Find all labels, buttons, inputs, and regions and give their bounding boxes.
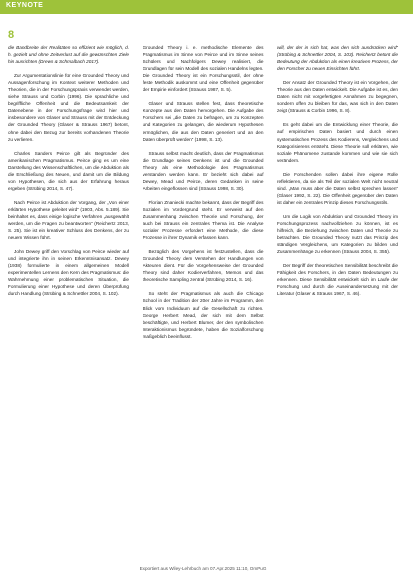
section-header-bar <box>0 0 413 14</box>
paragraph: Strauss selbst macht deutlich, dass der Pragmatismus die Grundlage seines Denkens ist und die Grounded Theory als eine Methodologie des Pragmatismus verstanden werden kann. Er bezieht sich dabei auf Dewey, Mead und Peirce, deren Gedanken in seine Arbeiten eingeflossen sind (Strauss 1998, S. 30). <box>142 150 264 191</box>
paragraph: Florian Znaniecki machte bekannt, dass der Begriff des Sozialen im Vordergrund steht. Er verweist auf den Zusammenhang zwischen Theorie und Forschung, der auch bei Strauss ein zentrales Thema ist. Die Analyse sozialer Prozesse erfordert eine Methode, die diese Prozesse in ihrer Dynamik erfassen kann. <box>142 199 264 241</box>
paragraph: Charles Sanders Peirce gilt als Begründer des amerikanischen Pragmatismus. Peirce ging es um eine Darstellung des Wissenschaftlichen, um die Abduktion als die Erschließung des Neuen, und damit um die Bildung von Hypothesen, die sich aus der Erfahrung heraus ergeben (Strübing 2014, S. 47). <box>8 150 129 191</box>
paragraph: Die Forschenden sollen dabei ihre eigene Rolle reflektieren, da sie als Teil der sozialen Welt nicht neutral sind. „Man muss aber die Daten selbst sprechen lassen“ (Glaser 1992, S. 22). Die Offenheit gegenüber den Daten ist daher ein zentrales Prinzip dieses Forschungsstils. <box>277 171 398 205</box>
paragraph: Zur Argumentationslinie für eine Grounded Theory und Aussagenforschung im Kontext weiterer Methoden und Theorien, die in der Forschungspraxis verwendet werden, siehe Strauss und Corbin (1996). Die sprachliche und begriffliche Offenheit und die Bedeutsamkeit der Datenebene in der Forschungsfrage wird hier und insbesondere von Glaser und Strauss mit der Entdeckung der Grounded Theory (Glaser & Strauss 1967) betont, ohne dabei den Bezug zur bereits vorhandenen Theorie zu verlieren. <box>8 73 129 142</box>
column-1 <box>8 44 129 564</box>
column-2 <box>143 44 264 564</box>
paragraph: will, der der in sich hat, was den sich ausdrücken wird“ (Strübing & Schnettler 2004, S. 103). Reichertz betont die Bedeutung der Abduktion als einen kreativen Prozess, der den Forscher zu neuen Einsichten führt. <box>277 45 398 72</box>
paragraph: Der Begriff der theoretischen Sensibilität beschreibt die Fähigkeit des Forschers, in den Daten Bedeutungen zu erkennen. Diese Sensibilität entwickelt sich im Laufe der Forschung und durch die Auseinandersetzung mit der Literatur (Glaser & Strauss 1967, S. 46). <box>277 263 398 297</box>
paragraph: Grounded Theory i. e. methodische Elemente des Pragmatismus im Sinne von Peirce und im Sinne seines Schülers und Nachfolgers Dewey realisiert, die Grundlagen für sein Modell des sozialen Handelns legten. Die Grounded Theory ist ein Forschungsstil, der ohne feste Methodik auskommt und eine Offenheit gegenüber der Empirie einfordert (Strauss 1987, S. 5). <box>142 45 264 93</box>
paragraph: Um die Logik von Abduktion und Grounded Theory im Forschungsprozess nachvollziehen zu können, ist es hilfreich, die Beziehung zwischen Daten und Theorie zu betrachten. Die Grounded Theory nutzt das Prinzip des ständigen Vergleichens, um Kategorien zu bilden und Zusammenhänge zu erkennen (Strauss 2004, S. 355). <box>277 213 398 255</box>
paragraph: Der Ansatz der Grounded Theory ist ein Vorgehen, der Theorie aus den Daten entwickelt. Die Aufgabe ist es, den Daten nicht mit vorgefertigten Annahmen zu begegnen, sondern offen zu bleiben für das, was sich in den Daten zeigt (Strauss & Corbin 1996, S. 8). <box>277 80 398 114</box>
page-footer: Exportiert aus Wiley-Lehrbuch am 07.Apr.2025 11:10, OmPuG <box>139 566 267 571</box>
paragraph: die Bandbreite der Realitäten so effizient wie möglich, d. h. gezielt und ohne Zeitverlust auf die gewünschten Ziele hin ausrichten (Drews & Schmalbach 2017). <box>8 45 129 65</box>
page-number: 8 <box>8 29 15 41</box>
paragraph: Bezüglich des Vorgehens ist festzustellen, dass die Grounded Theory dem Verstehen der Handlungen von Akteuren dient. Für die Vorgehensweise der Grounded Theory sind daher Kodierverfahren, Memos und das theoretische Sampling zentral (Strübing 2014, S. 16). <box>142 249 264 283</box>
paragraph: Es geht dabei um die Entwicklung einer Theorie, die auf empirischen Daten basiert und durch einen systematischen Prozess des Kodierens, Vergleichens und Kategorisierens entsteht. Diese Theorie soll erklären, wie soziale Phänomene zustande kommen und wie sie sich verändern. <box>277 122 398 163</box>
section-label: KEYNOTE <box>6 2 44 9</box>
paragraph: So steht der Pragmatismus als auch die Chicago School in der Tradition der 20er Jahre im Programm, den Blick vom Individuum auf die Gesellschaft zu richten. George Herbert Mead, der sich mit dem Selbst beschäftigte, und Herbert Blumer, der den symbolischen Interaktionismus begründete, haben die Sozialforschung maßgeblich beeinflusst. <box>142 291 264 339</box>
column-3 <box>277 44 398 564</box>
text-columns <box>8 44 398 564</box>
paragraph: John Dewey griff den Vorschlag von Peirce wieder auf und integrierte ihn in seinen Erkenntnisansatz. Dewey (1938) formulierte in einem allgemeinen Modell experimentellen Lernens den Kern des Pragmatismus: die Wahrnehmung einer problematischen Situation, die Formulierung einer Hypothese und deren Überprüfung durch Handlung (Strübing & Schnettler 2004, S. 102). <box>8 249 129 297</box>
paragraph: Glaser und Strauss stellen fest, dass theoretische Konzepte aus den Daten hervorgehen. Die Aufgabe des Forschers sei „die Daten zu befragen, um zu Konzepten und Kategorien zu gelangen, die wiederum Hypothesen ermöglichen, die aus den Daten generiert und an den Daten überprüft werden“ (1998, S. 13). <box>142 101 264 142</box>
paragraph: Nach Peirce ist Abduktion der Vorgang, der „Von einer erklärten Hypothese geleitet wird“ (1903, Abs. 5.189). Sie beinhaltet es, dass einige logische Verfahren „ausgewählt werden, um die Fragen zu beantworten“ (Reichertz 2013, S. 25). Sie ist ein kreativer Schluss des Denkens, der zu neuem Wissen führt. <box>8 199 129 241</box>
